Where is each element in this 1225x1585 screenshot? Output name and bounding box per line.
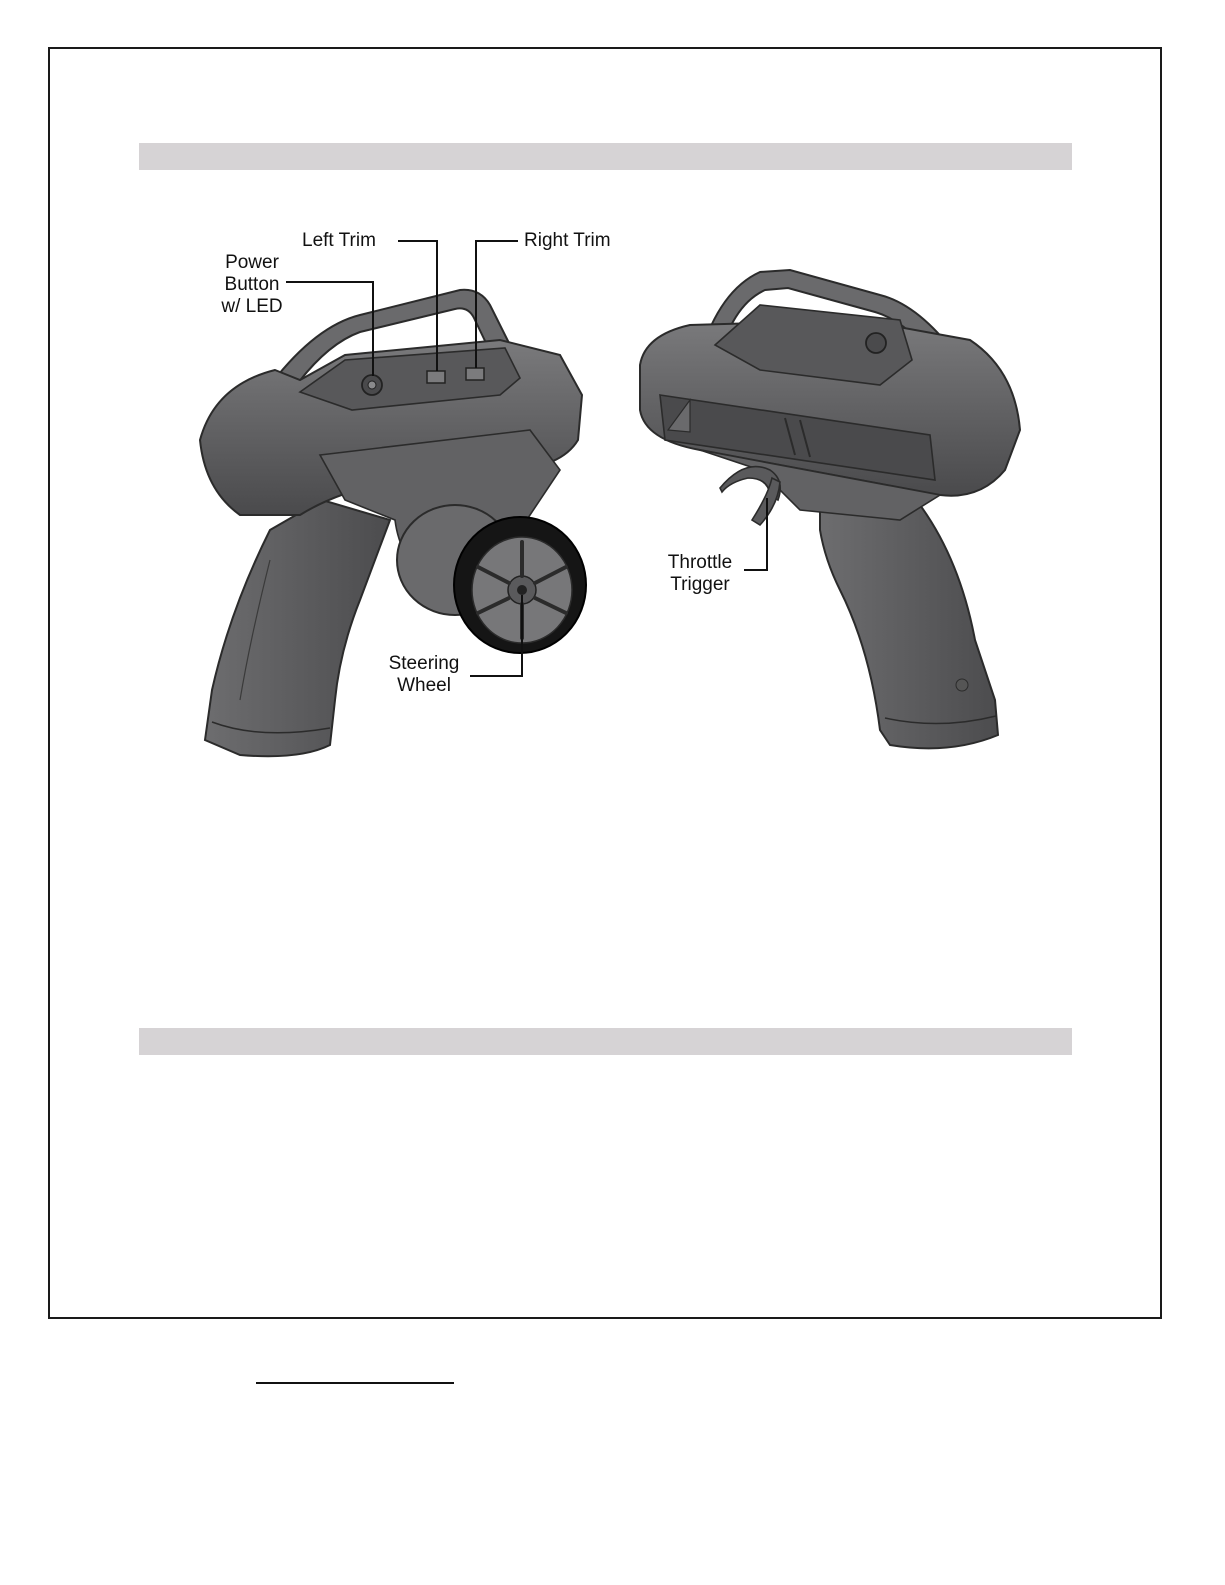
section-header-bar-2 — [139, 1028, 1072, 1055]
transmitter-back-view — [640, 270, 1020, 748]
callout-throttle-trigger-line1: Throttle — [667, 552, 733, 573]
callout-steering-wheel — [380, 653, 468, 697]
callout-power-button-line1: Power — [225, 252, 279, 273]
callout-throttle-trigger — [660, 552, 740, 596]
callout-steering-wheel-line2: Wheel — [397, 675, 451, 696]
underline-rule — [256, 1382, 454, 1384]
callout-power-button — [216, 252, 288, 318]
callout-right-trim: Right Trim — [524, 230, 611, 251]
callout-power-button-line2: Button — [224, 274, 280, 295]
callout-left-trim: Left Trim — [302, 230, 376, 251]
callout-power-button-line3: w/ LED — [221, 296, 283, 317]
callout-throttle-trigger-line2: Trigger — [670, 574, 730, 595]
callout-steering-wheel-line1: Steering — [388, 653, 460, 674]
